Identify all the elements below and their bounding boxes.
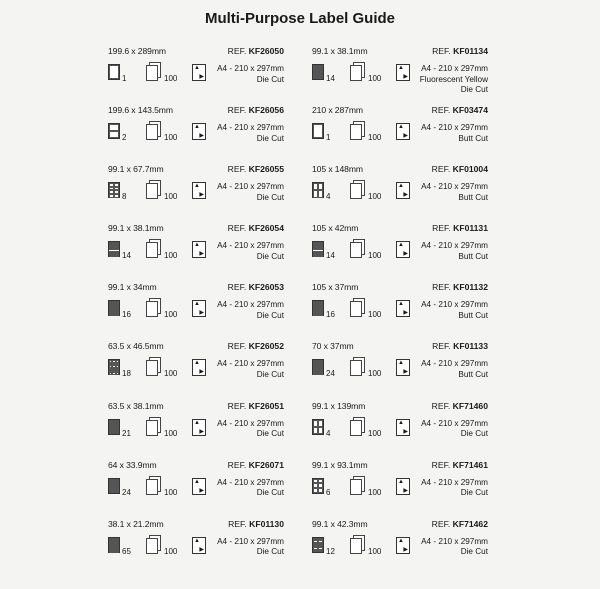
format-text: A4 - 210 x 297mm [217, 123, 284, 133]
finish-text: Butt Cut [458, 369, 488, 379]
ref-number: KF01134 [453, 46, 488, 56]
ref-number: KF26053 [248, 282, 284, 293]
sheet-stack-icon [146, 121, 162, 141]
ref-prefix: REF. [228, 518, 247, 529]
sheet-layout-icon [108, 419, 120, 435]
label-cell [116, 491, 119, 493]
page-format-icon: ▲ ▶ [194, 301, 204, 317]
label-size: 105 x 42mm [312, 223, 359, 234]
labels-per-sheet: 14 [326, 74, 335, 83]
ref-prefix: REF. [227, 105, 247, 116]
label-cell [109, 131, 119, 138]
label-entry [108, 401, 308, 460]
label-cell [313, 124, 323, 138]
label-size: 63.5 x 38.1mm [108, 400, 164, 411]
entry-description [412, 123, 488, 144]
finish-text: Die Cut [256, 251, 284, 261]
labels-per-sheet: 16 [326, 310, 335, 320]
finish-text: Die Cut [256, 74, 284, 84]
label-cell [318, 255, 323, 257]
sheets-per-pack: 100 [164, 310, 178, 320]
sheets-per-pack: 100 [164, 546, 178, 556]
label-cell [320, 373, 323, 375]
labels-per-sheet: 14 [122, 251, 131, 261]
label-size: 99.1 x 93.1mm [312, 459, 368, 470]
labels-per-sheet: 6 [326, 487, 331, 497]
labels-per-sheet: 24 [326, 369, 335, 379]
ref-code [432, 223, 488, 233]
label-cell [117, 551, 119, 553]
entry-header [108, 164, 284, 176]
label-entry [108, 460, 308, 519]
ref-prefix: REF. [227, 282, 247, 293]
sheet-layout-icon [108, 359, 120, 375]
entry-description [412, 182, 488, 203]
page-format-icon: ▲ ▶ [194, 478, 204, 494]
entry-description [208, 359, 284, 380]
label-size: 199.6 x 143.5mm [108, 105, 173, 116]
labels-per-sheet: 12 [326, 546, 335, 556]
labels-per-sheet: 14 [326, 251, 335, 261]
page-title: Multi-Purpose Label Guide [204, 10, 395, 27]
label-size: 105 x 148mm [312, 164, 363, 175]
page-format-icon: ▲ ▶ [398, 537, 408, 553]
entry-header [108, 341, 284, 353]
entry-header [312, 282, 488, 294]
label-entry [108, 46, 308, 105]
entry-header [108, 519, 284, 531]
sheets-per-pack: 100 [368, 428, 382, 438]
label-size: 63.5 x 46.5mm [108, 341, 164, 352]
sheet-layout-icon [312, 419, 324, 435]
page-format-icon: ▲ ▶ [398, 183, 408, 199]
ref-code [228, 282, 284, 292]
finish-text: Butt Cut [458, 310, 488, 320]
labels-per-sheet: 1 [326, 133, 331, 143]
label-cell [318, 183, 323, 190]
sheets-per-pack: 100 [164, 369, 178, 379]
ref-prefix: REF. [431, 105, 451, 116]
sheet-stack-icon [350, 535, 366, 555]
label-cell [116, 432, 119, 434]
left-column [108, 46, 308, 578]
sheet-stack-icon [350, 62, 366, 82]
entry-description [208, 537, 284, 558]
ref-number: KF01132 [453, 282, 488, 293]
sheets-per-pack: 100 [368, 369, 382, 379]
ref-prefix: REF. [227, 46, 247, 56]
page-format-icon: ▲ ▶ [398, 65, 408, 80]
label-entry [312, 341, 512, 400]
format-text: A4 - 210 x 297mm [421, 300, 488, 310]
sheets-per-pack: 100 [164, 428, 178, 438]
page-format-icon: ▲ ▶ [194, 242, 204, 258]
label-size: 38.1 x 21.2mm [108, 518, 164, 529]
label-cell [318, 550, 323, 552]
label-entry [312, 105, 512, 164]
label-size: 99.1 x 38.1mm [312, 46, 368, 56]
format-text: A4 - 210 x 297mm [217, 64, 284, 73]
label-cell [114, 194, 119, 198]
labels-per-sheet: 1 [122, 74, 127, 83]
ref-code [432, 46, 488, 56]
entry-description [208, 419, 284, 440]
ref-code [228, 105, 284, 115]
sheet-layout-icon [312, 359, 324, 375]
ref-number: KF71460 [452, 400, 488, 411]
format-text: A4 - 210 x 297mm [217, 359, 284, 369]
labels-per-sheet: 18 [122, 369, 131, 379]
sheet-stack-icon [350, 121, 366, 141]
color-text: Fluorescent Yellow [419, 74, 488, 84]
sheet-stack-icon [146, 535, 162, 555]
label-entry [312, 223, 512, 282]
entry-header [312, 341, 488, 353]
entry-header [312, 401, 488, 413]
sheets-per-pack: 100 [368, 74, 382, 83]
ref-number: KF26051 [248, 400, 284, 411]
finish-text: Die Cut [460, 85, 488, 94]
labels-per-sheet: 4 [326, 192, 331, 202]
finish-text: Die Cut [256, 133, 284, 143]
page-format-icon: ▲ ▶ [398, 419, 408, 435]
labels-per-sheet: 4 [326, 428, 331, 438]
entry-header [108, 105, 284, 117]
label-entry [312, 460, 512, 519]
finish-text: Butt Cut [458, 192, 488, 202]
labels-per-sheet: 8 [122, 192, 127, 202]
sheet-stack-icon [350, 180, 366, 200]
entry-header [108, 460, 284, 472]
ref-number: KF26052 [248, 341, 284, 352]
ref-prefix: REF. [431, 164, 451, 175]
ref-number: KF26050 [248, 46, 284, 56]
format-text: A4 - 210 x 297mm [421, 182, 488, 192]
format-text: A4 - 210 x 297mm [421, 359, 488, 369]
labels-per-sheet: 16 [122, 310, 131, 320]
format-text: A4 - 210 x 297mm [217, 182, 284, 192]
sheet-layout-icon [312, 241, 324, 257]
ref-number: KF26055 [248, 164, 284, 175]
entry-description [412, 359, 488, 380]
finish-text: Butt Cut [458, 251, 488, 261]
finish-text: Die Cut [256, 310, 284, 320]
page-format-icon: ▲ ▶ [398, 301, 408, 317]
right-column [312, 46, 512, 578]
entry-description [208, 300, 284, 321]
label-cell [109, 124, 119, 131]
sheets-per-pack: 100 [164, 192, 178, 202]
label-cell [318, 77, 323, 79]
ref-prefix: REF. [227, 341, 247, 352]
page-format-icon: ▲ ▶ [194, 537, 204, 553]
label-entry [108, 105, 308, 164]
sheet-stack-icon [350, 357, 366, 377]
entry-header [312, 105, 488, 117]
ref-code [228, 46, 284, 56]
sheet-stack-icon [146, 180, 162, 200]
page-format-icon: ▲ ▶ [398, 478, 408, 494]
entry-description [412, 241, 488, 262]
finish-text: Die Cut [256, 429, 284, 439]
ref-code [432, 164, 488, 174]
entry-description [412, 537, 488, 558]
ref-code [432, 401, 488, 411]
ref-prefix: REF. [227, 223, 247, 234]
sheet-stack-icon [350, 417, 366, 437]
label-size: 99.1 x 34mm [108, 282, 157, 293]
sheet-layout-icon [312, 300, 324, 316]
sheets-per-pack: 100 [368, 251, 382, 261]
ref-code [432, 282, 488, 292]
label-size: 99.1 x 42.3mm [312, 518, 368, 529]
finish-text: Die Cut [256, 547, 284, 557]
page-format-icon: ▲ ▶ [194, 419, 204, 435]
page-format-icon: ▲ ▶ [398, 360, 408, 376]
ref-prefix: REF. [432, 46, 451, 56]
page-format-icon: ▲ ▶ [398, 124, 408, 140]
format-text: A4 - 210 x 297mm [217, 536, 284, 546]
ref-number: KF26054 [248, 223, 284, 234]
page-format-icon: ▲ ▶ [194, 65, 204, 80]
ref-prefix: REF. [431, 459, 451, 470]
label-size: 105 x 37mm [312, 282, 359, 293]
entry-description [412, 300, 488, 321]
sheets-per-pack: 100 [164, 133, 178, 143]
ref-code [228, 519, 284, 529]
ref-number: KF26071 [248, 459, 284, 470]
entry-description [208, 478, 284, 499]
sheets-per-pack: 100 [164, 487, 178, 497]
sheet-layout-icon [108, 64, 120, 80]
format-text: A4 - 210 x 297mm [421, 241, 488, 251]
sheets-per-pack: 100 [368, 546, 382, 556]
ref-code [432, 105, 488, 115]
finish-text: Die Cut [256, 192, 284, 202]
format-text: A4 - 210 x 297mm [217, 477, 284, 487]
ref-prefix: REF. [432, 341, 451, 352]
format-text: A4 - 210 x 297mm [421, 64, 488, 73]
labels-per-sheet: 24 [122, 487, 131, 497]
format-text: A4 - 210 x 297mm [421, 536, 488, 546]
label-size: 70 x 37mm [312, 341, 354, 352]
label-cell [318, 488, 323, 493]
label-size: 199.6 x 289mm [108, 46, 166, 56]
label-entry [108, 519, 308, 578]
sheet-layout-icon [108, 300, 120, 316]
page-format-icon: ▲ ▶ [194, 360, 204, 376]
sheet-layout-icon [312, 64, 324, 80]
sheet-layout-icon [312, 123, 324, 139]
sheet-layout-icon [108, 478, 120, 494]
sheet-layout-icon [312, 478, 324, 494]
sheet-stack-icon [350, 239, 366, 259]
finish-text: Die Cut [256, 488, 284, 498]
sheet-stack-icon [146, 239, 162, 259]
entry-description [208, 64, 284, 85]
entry-header [312, 519, 488, 531]
page-format-icon: ▲ ▶ [194, 183, 204, 199]
ref-prefix: REF. [431, 400, 451, 411]
sheet-layout-icon [108, 241, 120, 257]
entry-description [208, 241, 284, 262]
sheet-layout-icon [108, 182, 120, 198]
label-cell [116, 372, 119, 374]
label-entry [312, 164, 512, 223]
sheets-per-pack: 100 [368, 133, 382, 143]
label-cell [318, 314, 323, 316]
label-size: 99.1 x 38.1mm [108, 223, 164, 234]
ref-code [228, 223, 284, 233]
page-format-icon: ▲ ▶ [398, 242, 408, 258]
entry-description [412, 478, 488, 499]
ref-number: KF01004 [452, 164, 488, 175]
ref-code [432, 519, 488, 529]
entry-header [108, 223, 284, 235]
labels-per-sheet: 2 [122, 133, 127, 143]
label-entry [108, 223, 308, 282]
ref-prefix: REF. [432, 282, 451, 293]
sheets-per-pack: 100 [368, 310, 382, 320]
label-cell [109, 65, 119, 79]
label-cell [318, 427, 323, 434]
format-text: A4 - 210 x 297mm [217, 300, 284, 310]
page-format-icon: ▲ ▶ [194, 124, 204, 140]
ref-number: KF71461 [452, 459, 488, 470]
ref-number: KF01133 [453, 341, 488, 352]
label-entry [312, 401, 512, 460]
sheets-per-pack: 100 [368, 487, 382, 497]
sheet-stack-icon [146, 298, 162, 318]
label-cell [318, 190, 323, 197]
label-entry [108, 341, 308, 400]
finish-text: Die Cut [460, 547, 488, 557]
sheet-stack-icon [146, 62, 162, 82]
sheet-layout-icon [312, 537, 324, 553]
entry-header [108, 46, 284, 58]
labels-per-sheet: 65 [122, 546, 131, 556]
entry-header [108, 282, 284, 294]
sheet-stack-icon [146, 417, 162, 437]
label-size: 210 x 287mm [312, 105, 363, 116]
finish-text: Die Cut [460, 488, 488, 498]
ref-code [228, 164, 284, 174]
sheet-layout-icon [108, 537, 120, 553]
sheets-per-pack: 100 [164, 74, 178, 83]
entry-description [208, 123, 284, 144]
sheet-stack-icon [350, 476, 366, 496]
ref-prefix: REF. [227, 459, 247, 470]
ref-prefix: REF. [227, 400, 247, 411]
finish-text: Die Cut [256, 369, 284, 379]
format-text: A4 - 210 x 297mm [217, 241, 284, 251]
finish-text: Die Cut [460, 429, 488, 439]
entry-description [412, 419, 488, 440]
format-text: A4 - 210 x 297mm [421, 418, 488, 428]
label-size: 99.1 x 67.7mm [108, 164, 164, 175]
format-text: A4 - 210 x 297mm [217, 418, 284, 428]
labels-per-sheet: 21 [122, 428, 131, 438]
ref-prefix: REF. [432, 223, 451, 234]
ref-code [228, 401, 284, 411]
ref-number: KF03474 [452, 105, 488, 116]
label-entry [312, 282, 512, 341]
label-entry [312, 46, 512, 105]
ref-number: KF01130 [249, 518, 284, 529]
sheet-stack-icon [350, 298, 366, 318]
ref-code [228, 460, 284, 470]
finish-text: Butt Cut [458, 133, 488, 143]
ref-prefix: REF. [227, 164, 247, 175]
entry-header [108, 401, 284, 413]
ref-number: KF01131 [453, 223, 488, 234]
entry-header [312, 46, 488, 58]
label-entry [312, 519, 512, 578]
entry-description [208, 182, 284, 203]
label-cell [318, 420, 323, 427]
entry-header [312, 223, 488, 235]
ref-number: KF71462 [452, 518, 488, 529]
sheets-per-pack: 100 [164, 251, 178, 261]
label-size: 64 x 33.9mm [108, 459, 157, 470]
label-size: 99.1 x 139mm [312, 400, 366, 411]
ref-code [228, 341, 284, 351]
label-cell [114, 255, 119, 257]
entry-description [412, 64, 488, 96]
label-entry [108, 282, 308, 341]
entry-header [312, 460, 488, 472]
sheet-stack-icon [146, 476, 162, 496]
label-cell [114, 314, 119, 316]
entry-header [312, 164, 488, 176]
label-entry [108, 164, 308, 223]
sheets-per-pack: 100 [368, 192, 382, 202]
sheet-stack-icon [146, 357, 162, 377]
ref-code [432, 460, 488, 470]
ref-number: KF26056 [248, 105, 284, 116]
format-text: A4 - 210 x 297mm [421, 477, 488, 487]
sheet-layout-icon [108, 123, 120, 139]
sheet-layout-icon [312, 182, 324, 198]
ref-code [432, 341, 488, 351]
format-text: A4 - 210 x 297mm [421, 123, 488, 133]
ref-prefix: REF. [431, 518, 451, 529]
